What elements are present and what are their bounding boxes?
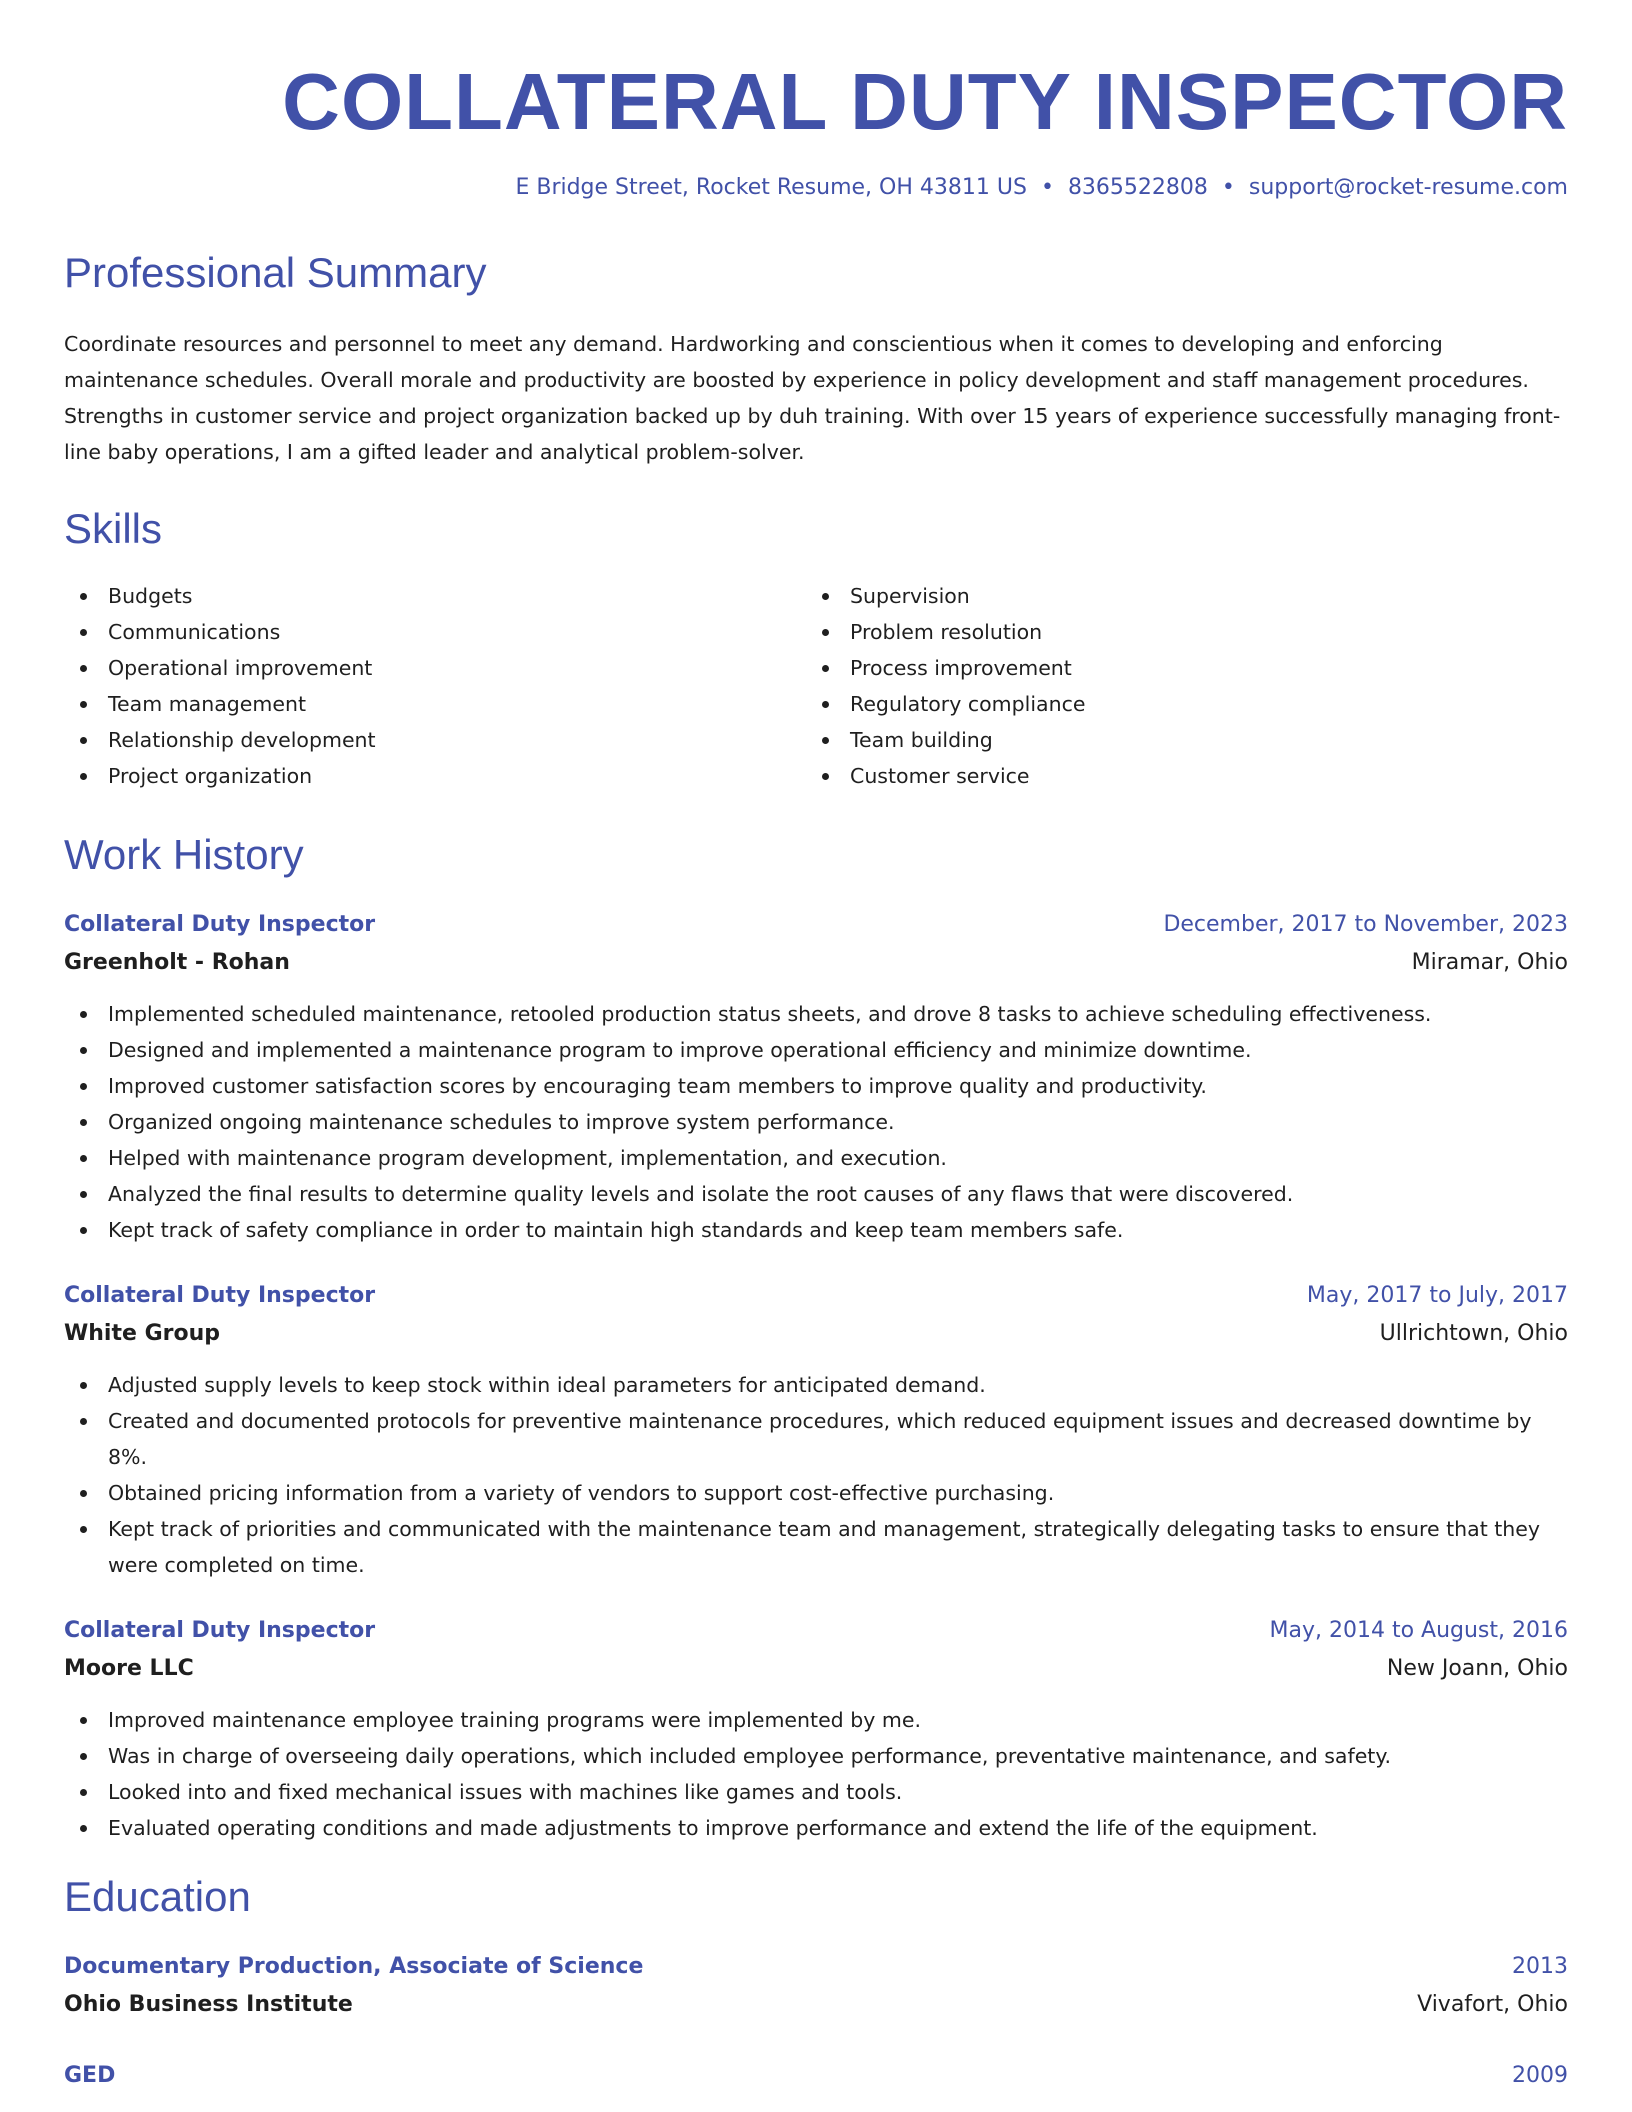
skills-column-left bbox=[64, 578, 806, 794]
job-location: Ullrichtown, Ohio bbox=[1379, 1321, 1568, 1346]
job-bullet: Improved maintenance employee training programs were implemented by me. bbox=[64, 1702, 1568, 1738]
job-bullet: Obtained pricing information from a variety of vendors to support cost-effective purchasing. bbox=[64, 1475, 1568, 1511]
education-year: 2013 bbox=[1512, 1954, 1568, 1979]
skill-item: Regulatory compliance bbox=[806, 686, 1548, 722]
job-bullet: Helped with maintenance program development, implementation, and execution. bbox=[64, 1140, 1568, 1176]
contact-email: support@rocket-resume.com bbox=[1248, 175, 1568, 200]
job-location: Miramar, Ohio bbox=[1411, 950, 1568, 975]
job-bullets bbox=[64, 1702, 1568, 1846]
job-bullet: Adjusted supply levels to keep stock within ideal parameters for anticipated demand. bbox=[64, 1367, 1568, 1403]
skill-item: Team management bbox=[64, 686, 806, 722]
job-bullet: Implemented scheduled maintenance, retooled production status sheets, and drove 8 tasks to achieve scheduling effectiveness. bbox=[64, 996, 1568, 1032]
skill-item: Relationship development bbox=[64, 722, 806, 758]
skill-item: Team building bbox=[806, 722, 1548, 758]
skill-item: Budgets bbox=[64, 578, 806, 614]
job-bullet: Organized ongoing maintenance schedules to improve system performance. bbox=[64, 1104, 1568, 1140]
job-bullet: Created and documented protocols for preventive maintenance procedures, which reduced equipment issues and decreased downtime by 8%. bbox=[64, 1403, 1568, 1475]
job-dates: December, 2017 to November, 2023 bbox=[1163, 912, 1568, 937]
job-entry bbox=[64, 910, 1568, 1248]
job-dates: May, 2014 to August, 2016 bbox=[1269, 1618, 1568, 1643]
contact-separator: • bbox=[1040, 175, 1054, 200]
contact-phone: 8365522808 bbox=[1067, 175, 1208, 200]
work-history-heading: Work History bbox=[64, 831, 304, 878]
skills-list bbox=[64, 578, 1568, 794]
job-bullet: Looked into and fixed mechanical issues with machines like games and tools. bbox=[64, 1774, 1568, 1810]
skill-item: Project organization bbox=[64, 758, 806, 794]
skill-item: Supervision bbox=[806, 578, 1548, 614]
job-bullets bbox=[64, 996, 1568, 1248]
job-bullets bbox=[64, 1367, 1568, 1583]
job-company: Greenholt - Rohan bbox=[64, 950, 290, 975]
education-school: Ohio Business Institute bbox=[64, 1992, 353, 2017]
contact-separator: • bbox=[1221, 175, 1235, 200]
contact-address: E Bridge Street, Rocket Resume, OH 43811 US bbox=[515, 175, 1027, 200]
summary-heading: Professional Summary bbox=[64, 249, 487, 296]
job-title: Collateral Duty Inspector bbox=[64, 1618, 376, 1643]
job-bullet: Kept track of priorities and communicated with the maintenance team and management, strategically delegating tasks to ensure that they were completed on time. bbox=[64, 1511, 1568, 1583]
education-location: Vivafort, Ohio bbox=[1417, 1992, 1568, 2017]
resume-title: COLLATERAL DUTY INSPECTOR bbox=[282, 57, 1568, 146]
job-company: White Group bbox=[64, 1321, 220, 1346]
contact-line bbox=[64, 175, 1568, 200]
education-year: 2009 bbox=[1512, 2063, 1568, 2088]
job-entry bbox=[64, 1281, 1568, 1583]
job-bullet: Kept track of safety compliance in order to maintain high standards and keep team members safe. bbox=[64, 1212, 1568, 1248]
job-location: New Joann, Ohio bbox=[1386, 1656, 1568, 1681]
skill-item: Process improvement bbox=[806, 650, 1548, 686]
job-title: Collateral Duty Inspector bbox=[64, 1283, 376, 1308]
skill-item: Operational improvement bbox=[64, 650, 806, 686]
skills-heading: Skills bbox=[64, 505, 163, 552]
education-entry bbox=[64, 1952, 1568, 2020]
education-heading: Education bbox=[64, 1873, 251, 1920]
summary-text: Coordinate resources and personnel to meet any demand. Hardworking and conscientious when it comes to developing and enforcing maintenance schedules. Overall morale and productivity are boosted by experience in policy development and staff management procedures. Strengths in customer service and project organization backed up by duh training. With over 15 years of experience successfully managing front-line baby operations, I am a gifted leader and analytical problem-solver. bbox=[64, 332, 1561, 464]
skill-item: Communications bbox=[64, 614, 806, 650]
resume-page bbox=[64, 0, 1568, 2091]
skill-item: Customer service bbox=[806, 758, 1548, 794]
skill-item: Problem resolution bbox=[806, 614, 1548, 650]
skills-column-right bbox=[806, 578, 1548, 794]
job-entry bbox=[64, 1616, 1568, 1846]
job-bullet: Evaluated operating conditions and made adjustments to improve performance and extend the life of the equipment. bbox=[64, 1810, 1568, 1846]
job-dates: May, 2017 to July, 2017 bbox=[1306, 1283, 1568, 1308]
job-bullet: Was in charge of overseeing daily operations, which included employee performance, preventative maintenance, and safety. bbox=[64, 1738, 1568, 1774]
education-degree: Documentary Production, Associate of Science bbox=[64, 1954, 644, 1979]
job-bullet: Analyzed the final results to determine quality levels and isolate the root causes of any flaws that were discovered. bbox=[64, 1176, 1568, 1212]
job-company: Moore LLC bbox=[64, 1656, 194, 1681]
job-bullet: Designed and implemented a maintenance program to improve operational efficiency and minimize downtime. bbox=[64, 1032, 1568, 1068]
job-title: Collateral Duty Inspector bbox=[64, 912, 376, 937]
education-degree: GED bbox=[64, 2063, 116, 2088]
job-bullet: Improved customer satisfaction scores by encouraging team members to improve quality and productivity. bbox=[64, 1068, 1568, 1104]
education-entry bbox=[64, 2061, 1568, 2091]
